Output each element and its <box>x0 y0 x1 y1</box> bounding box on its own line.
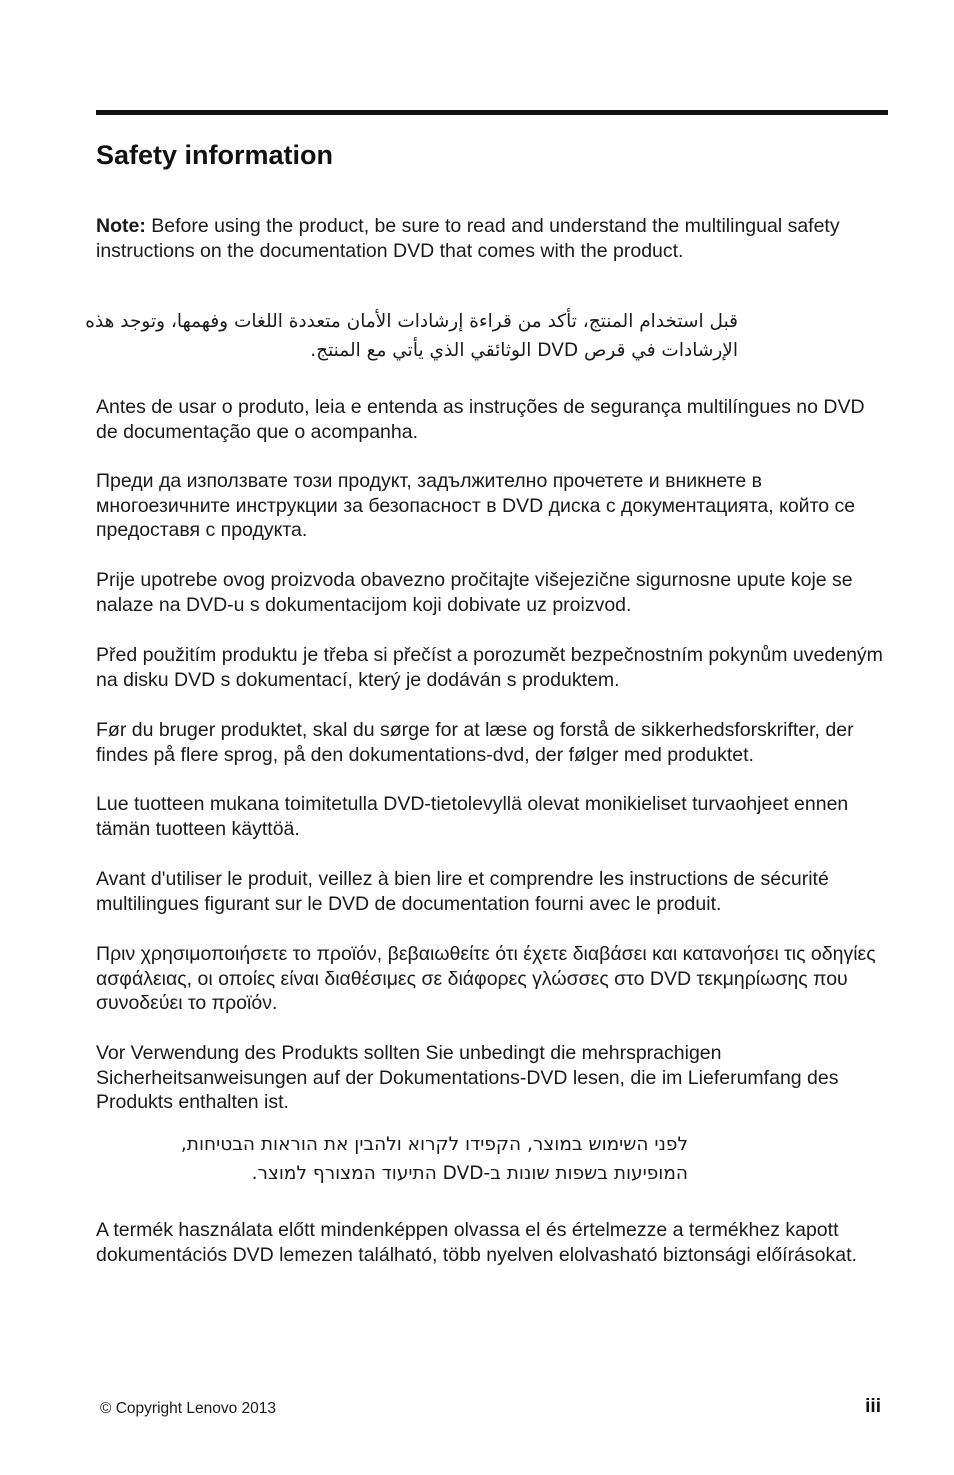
finnish-paragraph: Lue tuotteen mukana toimitetulla DVD-tietolevyllä olevat monikieliset turvaohjeet ennen tämän tuotteen käyttöä. <box>96 793 849 840</box>
note-text: Before using the product, be sure to read and understand the multilingual safety instructions on the documentation DVD that comes with the product. <box>96 215 840 262</box>
greek-paragraph: Πριν χρησιμοποιήσετε το προϊόν, βεβαιωθείτε ότι έχετε διαβάσει και κατανοήσει τις οδηγίες ασφάλειας, οι οποίες είναι διαθέσιμες σε διάφορες γλώσσες στο DVD τεκμηρίωσης που συνοδεύει το προϊόν. <box>96 943 876 1014</box>
arabic-line-2: الإرشادات في قرص DVD الوثائقي الذي يأتي مع المنتج. <box>310 340 738 361</box>
czech-paragraph: Před použitím produktu je třeba si přečíst a porozumět bezpečnostním pokynům uvedeným na disku DVD s dokumentací, který je dodáván s produktem. <box>96 644 883 691</box>
header-rule <box>96 110 888 115</box>
german-paragraph: Vor Verwendung des Produkts sollten Sie unbedingt die mehrsprachigen Sicherheitsanweisungen auf der Dokumentations-DVD lesen, die im Lieferumfang des Produkts enthalten ist. <box>96 1042 839 1113</box>
bulgarian-paragraph: Преди да използвате този продукт, задължително прочетете и вникнете в многоезичните инструкции за безопасност в DVD диска с документацията, който се предоставя с продукта. <box>96 470 856 541</box>
arabic-paragraph <box>85 307 738 365</box>
hebrew-paragraph <box>181 1130 688 1188</box>
page-title: Safety information <box>96 140 334 170</box>
hungarian-paragraph: A termék használata előtt mindenképpen olvassa el és értelmezze a termékhez kapott dokumentációs DVD lemezen található, több nyelven elolvasható biztonsági előírásokat. <box>96 1219 857 1266</box>
french-paragraph: Avant d'utiliser le produit, veillez à bien lire et comprendre les instructions de sécurité multilingues figurant sur le DVD de documentation fourni avec le produit. <box>96 868 829 915</box>
hebrew-line-1: לפני השימוש במוצר, הקפידו לקרוא ולהבין את הוראות הבטיחות, <box>180 1134 688 1155</box>
note-label: Note: <box>96 215 146 237</box>
page-number: iii <box>865 1396 881 1417</box>
note-paragraph <box>96 214 886 263</box>
copyright-notice: © Copyright Lenovo 2013 <box>100 1400 277 1417</box>
portuguese-paragraph: Antes de usar o produto, leia e entenda as instruções de segurança multilíngues no DVD de documentação que o acompanha. <box>96 396 865 443</box>
danish-paragraph: Før du bruger produktet, skal du sørge for at læse og forstå de sikkerhedsforskrifter, der findes på flere sprog, på den dokumentations-dvd, der følger med produktet. <box>96 719 854 766</box>
arabic-line-1: قبل استخدام المنتج، تأكد من قراءة إرشادات الأمان متعددة اللغات وفهمها، وتوجد هذه <box>85 311 738 332</box>
hebrew-line-2: המופיעות בשפות שונות ב-DVD התיעוד המצורף למוצר. <box>251 1163 688 1184</box>
croatian-paragraph: Prije upotrebe ovog proizvoda obavezno pročitajte višejezične sigurnosne upute koje se nalaze na DVD-u s dokumentacijom koji dobivate uz proizvod. <box>96 569 853 616</box>
